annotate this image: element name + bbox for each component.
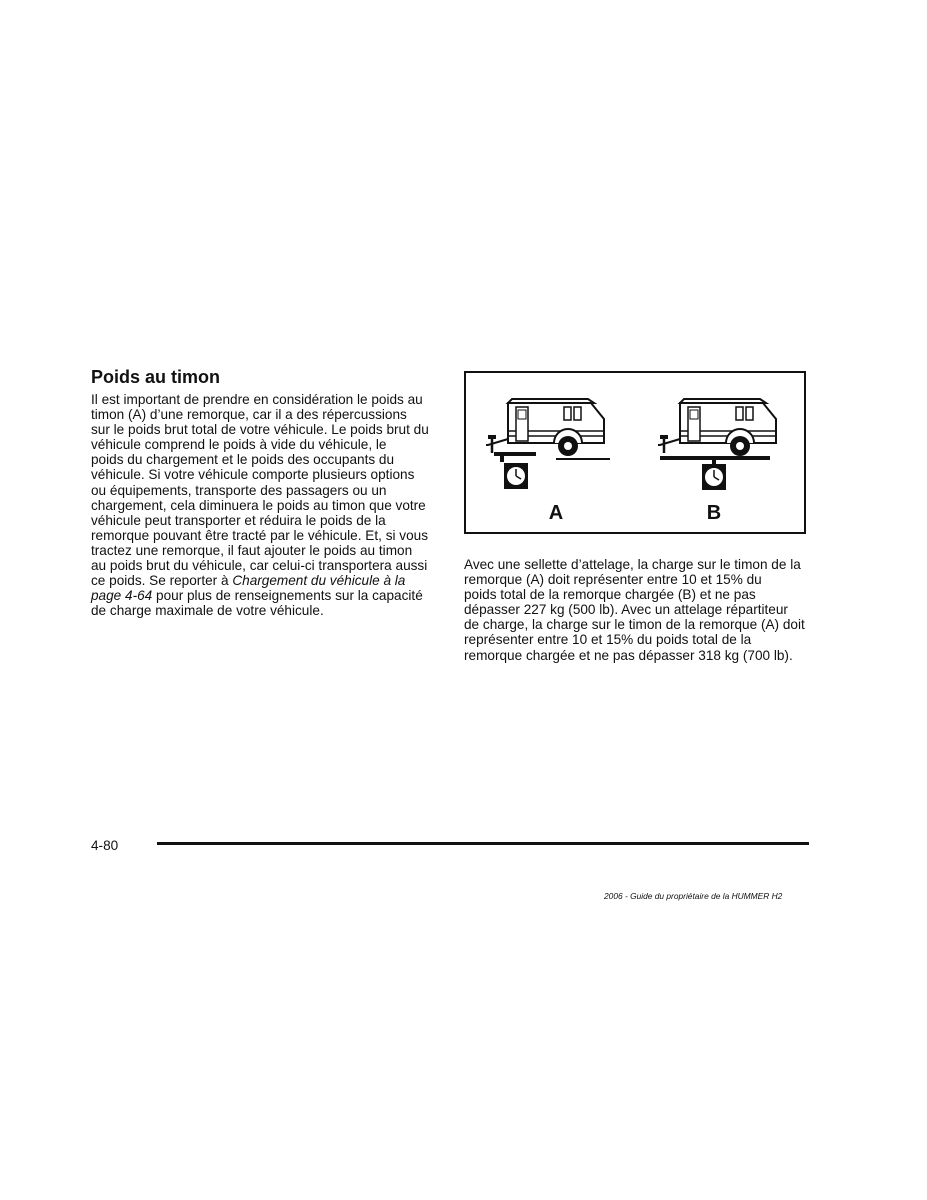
caption-line: Avec une sellette d’attelage, la charge sur le timon de la	[464, 557, 801, 572]
caption-line: représenter entre 10 et 15% du poids total de la	[464, 632, 752, 648]
scale-icon	[500, 456, 528, 489]
paragraph-line	[91, 573, 443, 588]
caption-line: poids total de la remorque chargée (B) et ne pas	[464, 587, 756, 603]
paragraph-line	[91, 588, 443, 603]
paragraph-line: de charge maximale de votre véhicule.	[91, 603, 324, 619]
footer-rule	[157, 842, 809, 845]
section-heading: Poids au timon	[91, 367, 221, 387]
paragraph-line: au poids brut du véhicule, car celui-ci transportera aussi	[91, 558, 428, 574]
paragraph-line: véhicule comprend le poids à vide du véhicule, le	[91, 437, 387, 453]
scale-icon	[702, 460, 726, 490]
figure-caption	[464, 557, 814, 663]
cross-reference-link[interactable]: Chargement du véhicule à la	[232, 573, 406, 589]
figure-label-b: B	[706, 502, 722, 524]
trailer-icon	[658, 399, 776, 456]
paragraph-line: timon (A) d’une remorque, car il a des répercussions	[91, 407, 407, 423]
paragraph-line: véhicule peut transporter et réduira le poids de la	[91, 512, 386, 528]
trailer-icon	[486, 399, 604, 456]
trailer-weight-figure	[464, 371, 806, 534]
caption-line: remorque (A) doit représenter entre 10 et 15% du	[464, 572, 762, 588]
paragraph-line: tractez une remorque, il faut ajouter le poids au timon	[91, 542, 413, 558]
footer-text: 2006 - Guide du propriétaire de la HUMMER H2	[604, 891, 783, 901]
paragraph-line: Il est important de prendre en considération le poids au	[91, 392, 423, 407]
caption-line: dépasser 227 kg (500 lb). Avec un attelage répartiteur	[464, 602, 788, 618]
paragraph-line: véhicule. Si votre véhicule comporte plusieurs options	[91, 467, 415, 483]
body-paragraph	[91, 392, 443, 618]
paragraph-line: ou équipements, transporte des passagers ou un	[91, 482, 387, 498]
paragraph-line: remorque pouvant être tracté par le véhicule. Et, si vous	[91, 527, 428, 543]
cross-reference-link-page[interactable]: page 4-64	[91, 588, 153, 604]
trailer-illustration	[466, 373, 804, 532]
paragraph-line: sur le poids brut total de votre véhicule. Le poids brut du	[91, 422, 429, 438]
caption-line: de charge, la charge sur le timon de la remorque (A) doit	[464, 617, 805, 633]
figure-label-a: A	[548, 502, 564, 524]
ref-suffix: pour plus de renseignements sur la capacité	[152, 588, 423, 604]
caption-line: remorque chargée et ne pas dépasser 318 kg (700 lb).	[464, 647, 793, 663]
ref-prefix: ce poids. Se reporter à	[91, 573, 233, 589]
page-number: 4-80	[91, 838, 119, 853]
paragraph-line: chargement, cela diminuera le poids au timon que votre	[91, 497, 426, 513]
paragraph-line: poids du chargement et le poids des occupants du	[91, 452, 395, 468]
